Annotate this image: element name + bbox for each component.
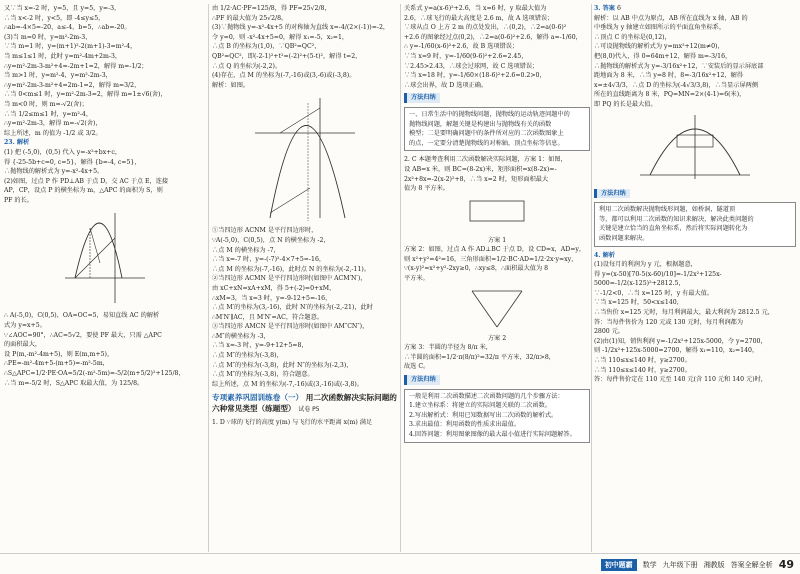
text-line: ∴点 B 的坐标为(1,0)，∵QB²=QC²， <box>212 43 321 51</box>
text-line: ∴当 x<-2 时，y<5，即 -4≤y≤5， <box>4 14 105 22</box>
subject-label: 数学 <box>642 560 657 569</box>
text-line: x=±4√3/3，∴点 D 的坐标为(-4√3/3,8)，∴当显示屏两侧 <box>594 81 759 89</box>
text-line: 中垂线为 y 轴建立如图所示的平面直角坐标系， <box>594 24 726 32</box>
text-line: 值为 8 平方米。 <box>404 185 449 193</box>
section-title: 用二次函数解决实际问题的六种常见类型（练题型） <box>212 393 397 414</box>
method-tip-box-2 <box>404 389 590 443</box>
text-line: ∴ y=-1/60(x-6)²+2.6，故 B 选项错误； <box>404 43 519 51</box>
text-line: ∴点 M″的坐标为(-3,8)，符合题意。 <box>212 371 314 379</box>
parabola-figure-1 <box>60 208 150 308</box>
text-line: 令 y=0，则 -x²-4x+5=0，解得 x₁=-5，x₂=1， <box>212 33 349 41</box>
text-line: ∴M″的横坐标为 -3， <box>212 332 270 340</box>
text-line: ∵∠AOC=90°，∴AC=5√2，要使 PF 最大，只需 △APC <box>4 331 162 339</box>
text-line: 2. C 本题考查利用二次函数解决实际问题，方案 1：如图， <box>404 156 567 164</box>
text-line: ∴当 m=-5/2 时，S△APC 取最大值，为 125/8。 <box>4 379 144 387</box>
fig1-caption: 方案 1 <box>487 236 507 244</box>
q3-header <box>594 4 796 14</box>
text-line: ③当四边形 AMCN 是平行四边形时(如图中 AM″CN″)， <box>212 323 369 331</box>
text-line: ∴y=m²-2m-3-m²+4=-2m+1=2，解得 m=-1/2； <box>4 62 148 70</box>
text-line: 由 xC+xN=xA+xM，得 5+(-2)=0+xM， <box>212 284 336 292</box>
text-line: 2800 元。 <box>594 328 625 336</box>
text-line: (2)由(1)知，销售利润 y=-1/2x²+125x-5000，令 y=2700， <box>594 337 767 345</box>
text-line: 1.建立坐标系：将建立的实际问题关联的二次函数。 <box>409 402 552 410</box>
col1-block-b <box>4 148 206 206</box>
q1-line: 1. D ∵球的飞行的高度 y(m) 与飞行的水平距离 x(m) 满足 <box>212 419 373 427</box>
text-line: 关键是建立恰当的直角坐标系，然后将实际问题转化为 <box>599 225 748 233</box>
text-line: ∴当 1/2≤m≤1 时，y=m²-4， <box>4 110 93 118</box>
triangle-figure <box>462 287 532 331</box>
text-line: 利用二次函数解决抛物线形问题，如桥洞，隧道顶 <box>599 206 736 214</box>
text-line: 5000=-1/2(x-125)²+2812.5， <box>594 280 685 288</box>
text-line: 抛物线问题，解题关键是构建出与抛物线有关的函数 <box>409 120 552 128</box>
text-line: 则 x²+y²=4²=16，三角形面积=1/2·BC·AD=1/2·2x·y=xy， <box>404 255 578 263</box>
col3-block-c <box>404 245 590 283</box>
text-line: 的面积最大， <box>4 341 42 349</box>
text-line: ∴当 110≤x≤140 时，y≥2700。 <box>594 366 691 374</box>
text-line: ∴顶点 C 的坐标是(0,12)， <box>594 33 671 41</box>
q23-label: 23. 解析 <box>4 139 30 147</box>
col3-block-a <box>404 4 590 90</box>
text-line: 的点，一定要分清楚抛物线的对称轴，顶点坐标等信息。 <box>409 139 564 147</box>
page-footer <box>0 553 800 574</box>
text-line: 方案 2：如图，过点 A 作 AD⊥BC 于点 D，设 CD=x，AD=y， <box>404 246 586 254</box>
text-line: 当 m≤1≤1 时，此时 y=m²-4m+2m-3， <box>4 52 122 60</box>
text-line: 设 AB=x 米，则 BC=(8-2x)米，矩形面积=x(8-2x)=- <box>404 165 557 173</box>
text-line: ∵当 m=1 时，y=(m+1)²-2(m+1)-3=m²-4， <box>4 43 137 51</box>
text-line: 4.回答问题：利用图象图像的最大最小值进行实际问题解答。 <box>409 431 576 438</box>
text-line: ①当四边形 ACNM 是平行四边形时， <box>212 227 318 235</box>
text-line: ∴当 x=-7 时，y=-(-7)²-4×7+5=-16， <box>212 256 326 264</box>
text-line: 2.写出解析式：利用已知数据写出二次函数的解析式。 <box>409 411 558 419</box>
column-divider <box>591 4 592 552</box>
q3-answer: 6 <box>616 5 621 12</box>
text-line: 当 m>1 时，y=m²-4，y=m²-2m-3， <box>4 72 112 80</box>
text-line: ∴点 M″的坐标为(-3,8)， <box>212 352 283 360</box>
tag-label: 答案全解全析 <box>730 560 773 569</box>
text-line: ∴抛物线的解析式为 y=-3/16x²+12，∵安装后的显示屏底部 <box>594 62 764 70</box>
text-line: ∵球从点 O 上方 2 m 的点处发出，∴(0,2)，∴2=a(0-6)² <box>404 24 567 32</box>
text-line: 一、日常生活中的抛物线问题，抛物线的运动轨迹问题中的 <box>409 110 570 118</box>
text-line: ∴点 M′的坐标为(3,-16)，此时 N′的坐标为(-2,-21)，此时 <box>212 304 373 312</box>
text-line: 得 y=(x-50)[70-5(x-60)/10]=-1/2x²+125x- <box>594 270 722 278</box>
text-line: (3)∵抛物线 y=-x²-4x+5 的对称轴为直线 x=-4/(2×(-1))=-2， <box>212 24 390 32</box>
text-line: AP，CP，设点 P 的横坐标为 m，△APC 的面积为 S，则 <box>4 187 163 195</box>
text-line: 关系式 y=a(x-6)²+2.6，当 x=6 时，y 取最大值为 <box>404 5 547 12</box>
arch-figure <box>635 113 755 183</box>
method-tip-box <box>404 107 590 151</box>
text-line: ∴点 Q 的坐标为(-2,2)。 <box>212 62 282 70</box>
text-line: ∴xM=3，当 x=3 时，y=-9-12+5=-16， <box>212 294 332 302</box>
col4-block-b <box>594 260 796 385</box>
text-line: ∴球会出界，故 D 选项正确。 <box>404 81 488 89</box>
q23-header <box>4 138 206 148</box>
text-line: ∵2.45>2.43，∴球会过球网，故 C 选项错误； <box>404 62 539 70</box>
q4-header <box>594 251 796 261</box>
text-line: ∵当 x=9 时，y=-1/60(9-6)²+2.6=2.45， <box>404 52 528 60</box>
text-line: ∵A(-5,0)，C(0,5)，点 N 的横坐标为 -2， <box>212 236 330 244</box>
column-2 <box>212 4 398 552</box>
column-divider <box>208 4 209 552</box>
text-line: 又∵当 x=-2 时，y=5，且 y=5，y=-3， <box>4 5 121 12</box>
text-line: ∴y=m²-2m-3-m²+4=2m-1=2，解得 m=3/2， <box>4 81 141 89</box>
text-line: ∴M′N′∥AC，且 M′N′=AC，符合题意。 <box>212 313 323 321</box>
text-line: ∴当 x=-3 时，y=-9+12+5=8， <box>212 342 308 350</box>
text-line: 模型；二是要明确问题中的条件所对应的二次函数图象上 <box>409 130 564 138</box>
text-line: 2x²+8x=-2(x-2)²+8，∴当 x=2 时，矩形面积最大 <box>404 175 549 183</box>
text-line: ∵当 x=18 时，y=-1/60×(18-6)²+2.6=0.2>0， <box>404 72 546 80</box>
page-number: 49 <box>778 558 794 571</box>
text-line: 设 P(m,-m²-4m+5)，则 E(m,m+5)， <box>4 350 114 358</box>
text-line: 答：当每件售价为 120 元或 130 元时，每月利润都为 <box>594 318 744 326</box>
text-line: ②当四边形 ACMN 是平行四边形时(如图中 ACM′N′)， <box>212 275 367 283</box>
text-line: 故选 C。 <box>404 363 430 371</box>
col3-block-d <box>404 343 590 372</box>
text-line: (3)当 m=0 时，y=m²-2m-3， <box>4 33 92 41</box>
text-line: (1) 把 (-5,0)，(0,5) 代入 y=-x²+bx+c， <box>4 148 122 156</box>
text-line: +2.6 的图象经过点(0,2)，∴2=a(0-6)²+2.6，解得 a=-1/60， <box>404 33 582 41</box>
text-line: 综上所述，m 的值为 -1/2 或 3/2。 <box>4 129 102 137</box>
col1-block-a <box>4 4 206 138</box>
q3-label: 3. 答案 <box>594 5 615 12</box>
section-tag: 专项素养巩固训练卷（一） <box>212 393 304 403</box>
text-line: 函数问题来解决。 <box>599 234 649 242</box>
text-line: 把(8,0)代入，得 0=64m+12，解得 m=-3/16， <box>594 52 732 60</box>
rectangle-figure <box>462 197 532 233</box>
col2-block-b <box>212 226 398 389</box>
col2-block-a <box>212 4 398 90</box>
section-heading <box>212 392 398 415</box>
text-line: ∴抛物线的解析式为 y=-x²-4x+5。 <box>4 168 104 176</box>
text-line: ∴半圆的面积=1/2·π(8/π)²=32/π 平方米，32/π>8， <box>404 353 555 361</box>
text-line: ∴点 M 的横坐标为 -7， <box>212 246 280 254</box>
text-line: 解析：以 AB 中点为原点，AB 所在直线为 x 轴，AB 的 <box>594 14 748 22</box>
text-line: ∴可设抛物线的解析式为 y=mx²+12(m≠0)， <box>594 43 724 51</box>
text-line: ∴S△APC=1/2·PE·OA=5/2(-m²-5m)=-5/2(m+5/2)²+125/8， <box>4 370 185 378</box>
text-line: ∴ab=-4×5=-20，a≤-4，b=5，∴ab=-20。 <box>4 24 131 32</box>
text-line: 由 1/2·AC·PF=125/8，得 PF=25√2/8， <box>212 5 331 12</box>
fig2-caption: 方案 2 <box>487 334 507 342</box>
text-line: 等，都可以利用二次函数的知识来解决，解决此类问题的 <box>599 215 754 223</box>
text-line: ∴当 110≤x≤140 时，y≥2700。 <box>594 357 691 365</box>
text-line: 距地面为 8 米，∴当 y=8 时，8=-3/16x²+12，解得 <box>594 72 743 80</box>
text-line: 一般是利用二次函数描述二次函数问题的几个步骤方法： <box>409 392 564 400</box>
text-line: 方案 3：半圆的半径为 8/π 米， <box>404 344 492 352</box>
q4-label: 4. 解析 <box>594 251 615 259</box>
section-ref: 试卷 P5 <box>298 406 320 414</box>
text-line: ∴ A(-5,0)，C(0,5)，OA=OC=5，易知直线 AC 的解析 <box>4 312 160 320</box>
text-line: ∴PF 的最大值为 25√2/8。 <box>212 14 288 22</box>
text-line: ∴PE=-m²-4m+5-(m+5)=-m²-5m， <box>4 360 109 368</box>
method-tip-title: 方法归纳 <box>404 93 440 103</box>
method-tip-box-3 <box>594 202 796 246</box>
text-line: 当 m<0 时，则 m=-√2(舍)； <box>4 100 88 108</box>
col4-block-a <box>594 14 796 110</box>
text-line: 则 -1/2x²+125x-5000=2700，解得 x₁=110，x₂=140， <box>594 347 759 355</box>
text-line: (1)设每月的利润为 y 元，根据题意， <box>594 261 697 269</box>
text-line: ∵当 x=125 时，50<x≤140， <box>594 299 683 307</box>
text-line: 式为 y=x+5。 <box>4 322 46 330</box>
text-line: ∴点 M 的坐标为(-7,-16)，此时点 N 的坐标为(-2,-11)。 <box>212 265 371 273</box>
text-line: 即 PQ 的长是最大值。 <box>594 100 657 108</box>
text-line: QB²=QC²，即(-2-1)²+t²=(-2)²+(5-t)²，解得 t=2， <box>212 52 362 60</box>
text-line: ∴y=m²-2m-3，解得 m=-√2(舍)， <box>4 120 102 128</box>
column-3 <box>404 4 590 552</box>
parabola-figure-2 <box>250 93 360 223</box>
text-line: 解析：如图。 <box>212 81 250 89</box>
edition-label: 湘教版 <box>703 560 725 569</box>
text-line: (4)存在，点 M 的坐标为(-7,-16)或(3,-6)或(-3,8)。 <box>212 72 356 80</box>
text-line: PF 的长。 <box>4 196 33 204</box>
text-line: ∴点 M″的坐标为(-3,8)，此时 N″的坐标为(-2,3)， <box>212 361 353 369</box>
text-line: 综上所述，点 M 的坐标为(-7,-16)或(3,-16)或(-3,8)。 <box>212 380 363 388</box>
brand-label: 初中题霸 <box>601 559 637 571</box>
text-line: ∴当售价 x=125 元时，每月利润最大，最大利润为 2812.5 元， <box>594 309 774 317</box>
column-1 <box>4 4 206 552</box>
method-tip-title-3: 方法归纳 <box>594 189 630 199</box>
text-line: 所在的直线距离为 8 米，PQ=MN=2×(4-1)=6(米)， <box>594 91 746 99</box>
text-line: 3.求出最值：利用函数的性质求出最值。 <box>409 421 521 429</box>
text-line: ∴当 0<m≤1 时，y=m²-2m-3=2，解得 m=1±√6(舍)， <box>4 91 167 99</box>
text-line: ∵(x-y)²=x²+y²-2xy≥0，∴xy≤8，∴面积最大值为 8 <box>404 265 549 273</box>
text-line: 平方米。 <box>404 275 429 283</box>
method-tip-title-2: 方法归纳 <box>404 375 440 385</box>
column-divider <box>400 4 401 552</box>
col1-block-c <box>4 311 206 388</box>
text-line: 答：每件售价定在 110 元至 140 元(含 110 元和 140 元)时， <box>594 376 767 384</box>
grade-label: 九年级下册 <box>662 560 698 569</box>
col3-block-b <box>404 155 590 193</box>
text-line: 得 {-25-5b+c=0, c=5}，解得 {b=-4, c=5}， <box>4 158 141 166</box>
column-4 <box>594 4 796 552</box>
text-line: (2)如图，过点 P 作 PD⊥AB 于点 D，交 AC 于点 E，连接 <box>4 177 169 185</box>
text-line: 2.6，∴球飞行的最大高度是 2.6 m，故 A 选项错误； <box>404 14 554 22</box>
text-line: ∵-1/2<0，∴当 x=125 时，y 有最大值。 <box>594 289 714 297</box>
